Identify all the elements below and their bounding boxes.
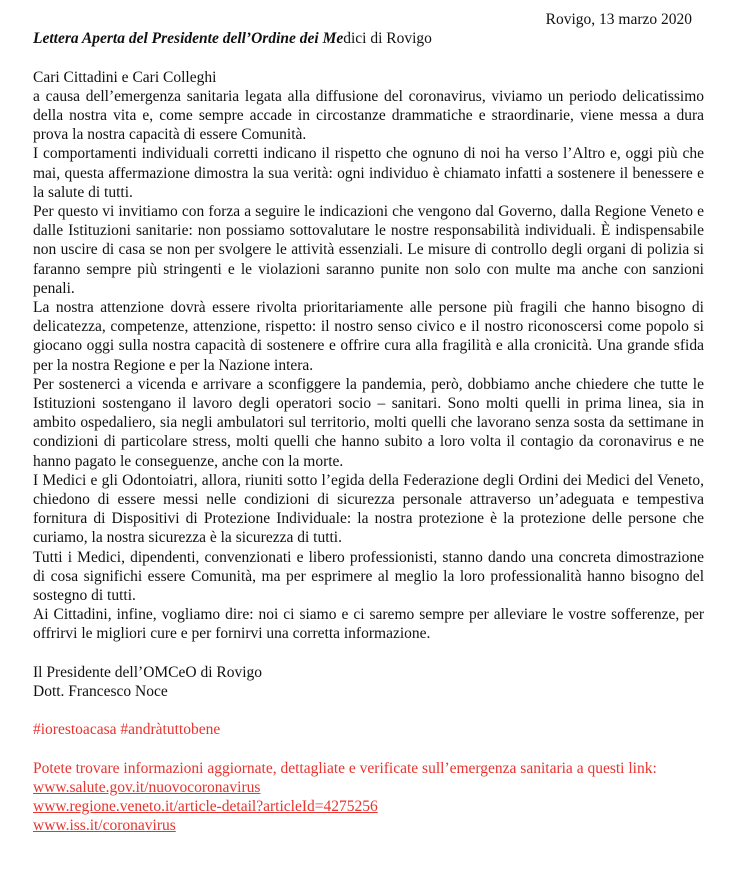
signature-role: Il Presidente dell’OMCeO di Rovigo bbox=[33, 663, 263, 681]
signature-name: Dott. Francesco Noce bbox=[33, 683, 168, 701]
paragraph: I Medici e gli Odontoiatri, allora, riuniti sotto l’egida della Federazione degli Ordini dei Medici del Veneto, chiedono di essere messi nelle condizioni di sicurezza personale attraverso un’adeguata e tempestiva fornitura di Dispositivi di Protezione Individuale: la nostra protezione è la protezione delle persone che curiamo, la nostra sicurezza è la sicurezza di tutti. bbox=[33, 471, 704, 547]
link-regione-veneto[interactable]: www.regione.veneto.it/article-detail?articleId=4275256 bbox=[33, 798, 378, 816]
letter-title bbox=[33, 29, 704, 48]
paragraph: Per sostenerci a vicenda e arrivare a sconfiggere la pandemia, però, dobbiamo anche chiedere che tutte le Istituzioni sostengano il lavoro degli operatori socio – sanitari. Sono molti quelli in prima linea, sia in ambito ospedaliero, sia negli ambulatori sul territorio, molti quelli che lavorano senza sosta da settimane in condizioni di particolare stress, molti quelli che hanno subito a loro volta il contagio da coronavirus e ne hanno pagato le conseguenze, anche con la morte. bbox=[33, 375, 704, 470]
paragraph: Tutti i Medici, dipendenti, convenzionati e libero professionisti, stanno dando una concreta dimostrazione di cosa significhi essere Comunità, ma per esprimere al meglio la loro professionalità hanno bisogno del sostegno di tutti. bbox=[33, 548, 704, 605]
letter-document bbox=[33, 10, 704, 836]
spacer bbox=[33, 701, 704, 720]
title-italic-part: Lettera Aperta del Presidente dell’Ordine dei Me bbox=[33, 30, 344, 48]
signature-block bbox=[33, 663, 704, 701]
salutation: Cari Cittadini e Cari Colleghi bbox=[33, 68, 217, 86]
title-plain-part: dici di Rovigo bbox=[343, 30, 432, 48]
link-iss[interactable]: www.iss.it/coronavirus bbox=[33, 817, 176, 835]
link-list bbox=[33, 778, 704, 836]
link-salute[interactable]: www.salute.gov.it/nuovocoronavirus bbox=[33, 779, 261, 797]
date-line: Rovigo, 13 marzo 2020 bbox=[545, 11, 692, 28]
paragraph: I comportamenti individuali corretti indicano il rispetto che ognuno di noi ha verso l’Altro e, oggi più che mai, questa affermazione dimostra la sua verità: ogni individuo è chiamato infatti a sostenere il benessere e la salute di tutti. bbox=[33, 145, 704, 201]
hashtags: #iorestoacasa #andràtuttobene bbox=[33, 721, 221, 739]
spacer bbox=[33, 48, 704, 67]
info-text: Potete trovare informazioni aggiornate, dettagliate e verificate sull’emergenza sanitaria a questi link: bbox=[33, 759, 657, 777]
spacer bbox=[33, 740, 704, 759]
paragraph: La nostra attenzione dovrà essere rivolta prioritariamente alle persone più fragili che hanno bisogno di delicatezza, competenze, attenzione, rispetto: il nostro senso civico e il nostro riconoscersi come popolo si giocano oggi sulla nostra capacità di sostenere e offrire cura alla fragilità e alla cronicità. Una grande sfida per la nostra Regione e per la Nazione intera. bbox=[33, 299, 704, 374]
letter-body bbox=[33, 87, 704, 644]
paragraph: Ai Cittadini, infine, vogliamo dire: noi ci siamo e ci saremo sempre per alleviare le vostre sofferenze, per offrirvi le migliori cure e per fornirvi una corretta informazione. bbox=[33, 606, 704, 643]
spacer bbox=[33, 644, 704, 663]
paragraph: Per questo vi invitiamo con forza a seguire le indicazioni che vengono dal Governo, dalla Regione Veneto e dalle Istituzioni sanitarie: non possiamo sottovalutare le nostre responsabilità individuali. È indispensabile non uscire di casa se non per svolgere le attività essenziali. Le misure di controllo degli organi di polizia si faranno sempre più stringenti e le violazioni saranno punite non solo con multe ma anche con sanzioni penali. bbox=[33, 203, 704, 297]
paragraph: a causa dell’emergenza sanitaria legata alla diffusione del coronavirus, viviamo un periodo delicatissimo della nostra vita e, come sempre accade in circostanze drammatiche e straordinarie, viene messa a dura prova la nostra capacità di essere Comunità. bbox=[33, 87, 704, 144]
